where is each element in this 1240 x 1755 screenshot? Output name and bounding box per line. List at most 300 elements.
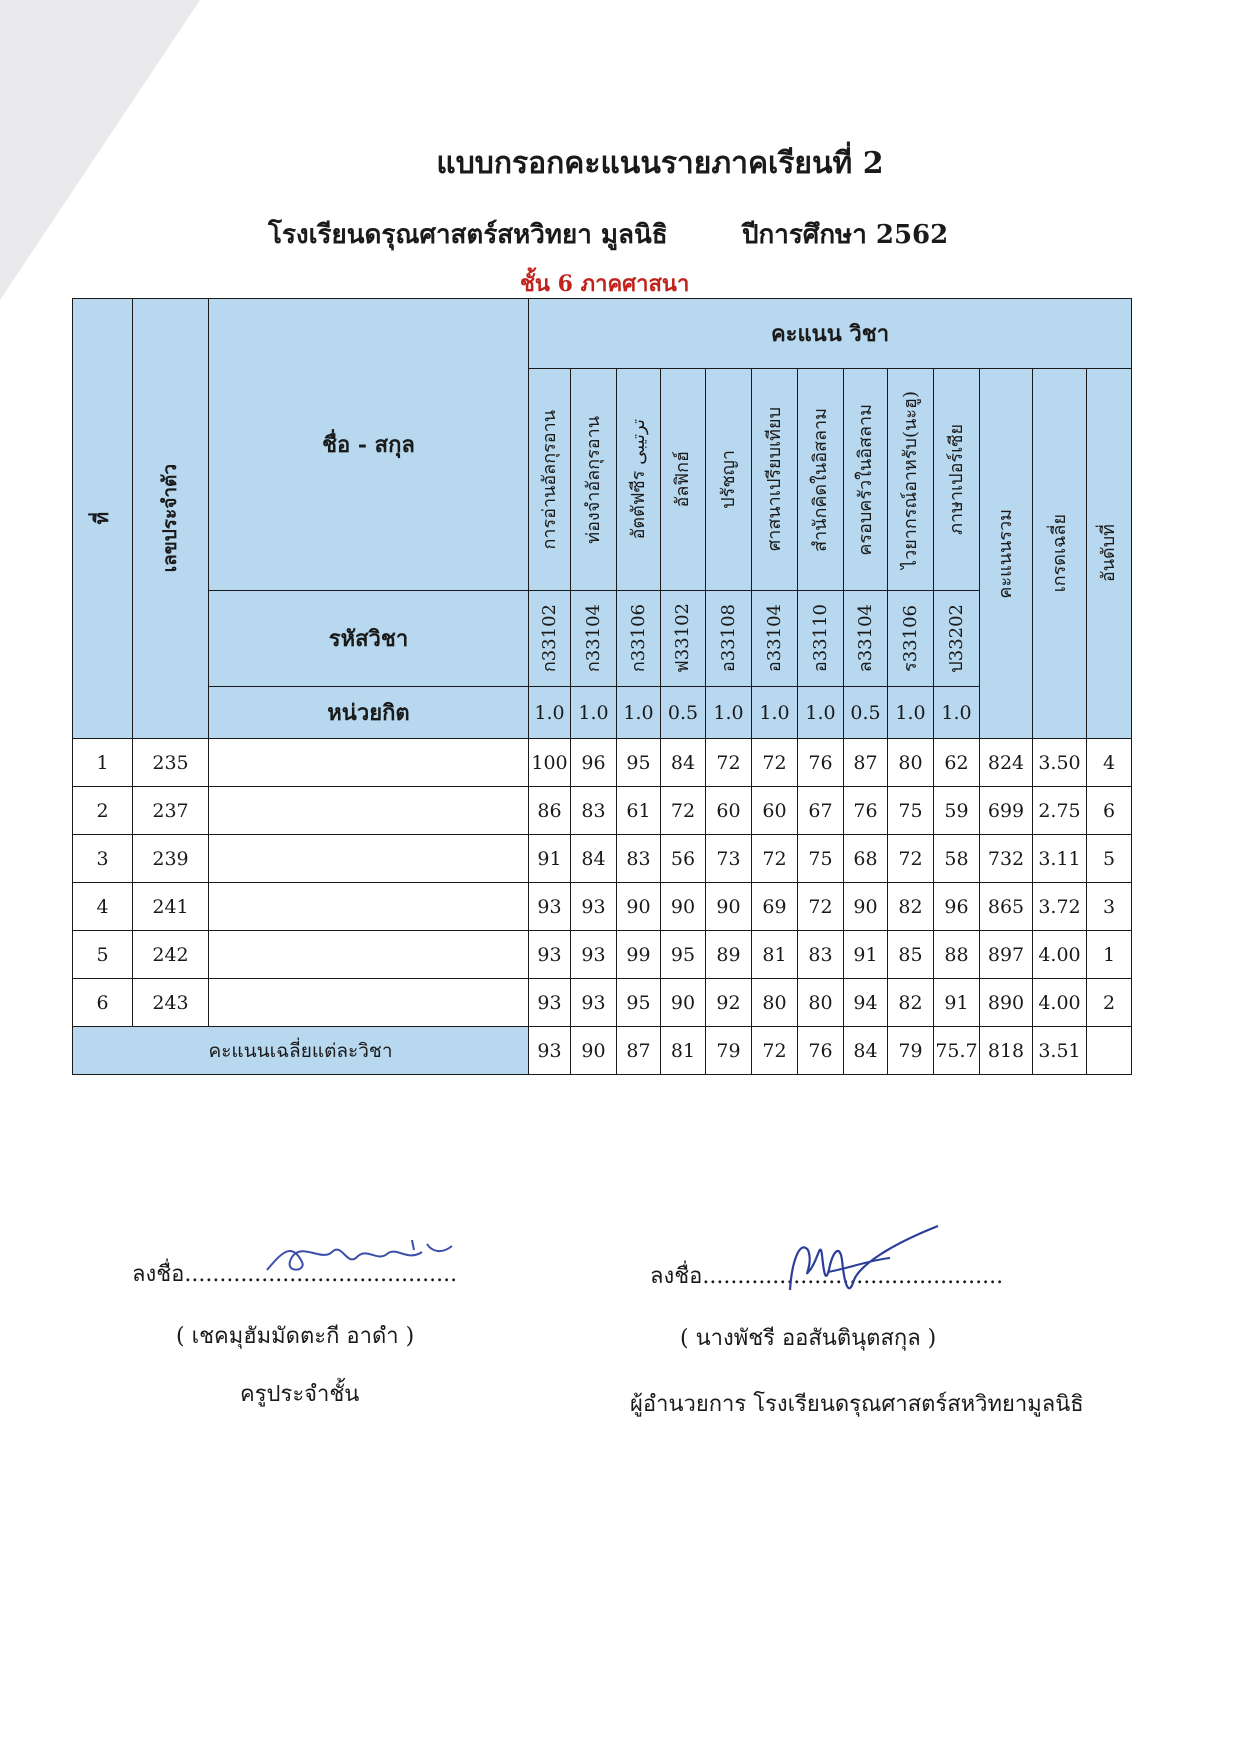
score-value: 90 <box>670 991 696 1014</box>
left-sign-line: ลงชื่อ....................................... <box>132 1262 458 1287</box>
subject-name-cell <box>529 369 571 591</box>
score-value: 72 <box>670 799 696 822</box>
col-no-label: ที่ <box>91 512 113 525</box>
score-cell <box>888 787 934 835</box>
subject-credit: 0.5 <box>667 701 699 724</box>
score-value: 72 <box>808 895 833 918</box>
score-cell <box>844 835 888 883</box>
subject-credit-cell <box>529 687 571 739</box>
score-cell <box>934 931 980 979</box>
gpa-cell <box>1033 835 1087 883</box>
subject-code: ก33102 <box>538 604 560 673</box>
score-cell <box>888 979 934 1027</box>
average-label: คะแนนเฉลี่ยแต่ละวิชา <box>208 1039 393 1062</box>
average-label-cell <box>73 1027 529 1075</box>
header-row-codes <box>73 591 1132 687</box>
average-score: 81 <box>670 1039 696 1062</box>
school-name: โรงเรียนดรุณศาสตร์สหวิทยา มูลนิธิ <box>268 220 668 250</box>
student-id-cell <box>133 931 209 979</box>
student-row <box>73 931 1132 979</box>
score-value: 85 <box>898 943 923 966</box>
col-id-header <box>133 299 209 739</box>
score-value: 95 <box>626 991 651 1014</box>
score-value: 95 <box>670 943 696 966</box>
total-cell <box>980 931 1033 979</box>
code-label: รหัสวิชา <box>328 626 409 652</box>
score-value: 90 <box>670 895 696 918</box>
subject-credit: 1.0 <box>895 701 926 724</box>
rank-cell <box>1087 835 1132 883</box>
subject-code-cell <box>529 591 571 687</box>
average-score-cell <box>934 1027 980 1075</box>
score-cell <box>661 739 706 787</box>
score-value: 93 <box>537 991 562 1014</box>
score-value: 68 <box>853 847 878 870</box>
score-cell <box>661 883 706 931</box>
average-score: 79 <box>716 1039 741 1062</box>
student-name-redacted <box>209 835 529 883</box>
score-value: 83 <box>581 799 606 822</box>
total-cell <box>980 739 1033 787</box>
score-value: 58 <box>944 847 969 870</box>
subject-code: ฟ33102 <box>672 603 693 674</box>
score-value: 83 <box>808 943 833 966</box>
score-cell <box>752 883 798 931</box>
score-cell <box>844 739 888 787</box>
subject-code-cell <box>571 591 617 687</box>
score-value: 90 <box>716 895 741 918</box>
average-score-cell <box>888 1027 934 1075</box>
score-value: 87 <box>853 751 878 774</box>
score-value: 80 <box>808 991 833 1014</box>
score-value: 91 <box>853 943 878 966</box>
student-id-cell <box>133 739 209 787</box>
rank-cell <box>1087 787 1132 835</box>
score-cell <box>752 739 798 787</box>
score-value: 93 <box>581 943 606 966</box>
subject-name: อัลฟิกฮ์ <box>672 451 693 508</box>
subject-name-cell <box>571 369 617 591</box>
score-cell <box>571 979 617 1027</box>
rank-value: 5 <box>1102 847 1116 870</box>
row-no: 5 <box>96 943 109 966</box>
student-id: 243 <box>152 991 189 1014</box>
subject-name: ไวยากรณ์อาหรับ(นะฮู) <box>899 390 921 569</box>
score-table <box>72 298 1132 1075</box>
score-value: 60 <box>716 799 741 822</box>
rank-value: 2 <box>1102 991 1116 1014</box>
subject-credit-cell <box>934 687 980 739</box>
gpa-value: 3.72 <box>1038 895 1081 918</box>
average-rank-cell <box>1087 1027 1132 1075</box>
score-value: 69 <box>762 895 787 918</box>
subject-name: ปรัชญา <box>717 450 739 509</box>
document-title: แบบกรอกคะแนนรายภาคเรียนที่ 2 <box>436 146 884 181</box>
student-row <box>73 739 1132 787</box>
subject-credit: 0.5 <box>850 701 881 724</box>
average-gpa: 3.51 <box>1038 1039 1081 1062</box>
total-cell <box>980 787 1033 835</box>
score-cell <box>798 979 844 1027</box>
header-row-credits <box>73 687 1132 739</box>
score-value: 67 <box>808 799 833 822</box>
score-cell <box>617 979 661 1027</box>
average-row <box>73 1027 1132 1075</box>
score-value: 59 <box>944 799 969 822</box>
subject-code: ล33104 <box>854 604 876 673</box>
academic-year: ปีการศึกษา 2562 <box>742 220 949 250</box>
row-no: 6 <box>96 991 109 1014</box>
score-value: 89 <box>716 943 741 966</box>
subject-name: ภาษาเปอร์เซีย <box>945 424 967 535</box>
score-cell <box>798 931 844 979</box>
student-id: 242 <box>152 943 189 966</box>
gpa-cell <box>1033 979 1087 1027</box>
col-gpa-header <box>1033 369 1087 739</box>
score-value: 72 <box>762 751 787 774</box>
score-cell <box>617 931 661 979</box>
row-no: 2 <box>96 799 109 822</box>
score-cell <box>752 931 798 979</box>
class-label: ชั้น 6 ภาคศาสนา <box>520 271 690 297</box>
score-value: 62 <box>944 751 969 774</box>
subject-code: อ33110 <box>809 604 831 673</box>
score-value: 95 <box>626 751 651 774</box>
left-handwritten-signature <box>262 1232 462 1282</box>
subject-code-cell <box>888 591 934 687</box>
credit-label: หน่วยกิต <box>327 700 410 726</box>
gpa-cell <box>1033 931 1087 979</box>
subject-name-cell <box>661 369 706 591</box>
col-total-header <box>980 369 1033 739</box>
student-row <box>73 979 1132 1027</box>
subject-code-cell <box>617 591 661 687</box>
subject-code: ร33106 <box>899 605 921 672</box>
document-header <box>0 140 1240 187</box>
subject-name: ท่องจำอัลกุรอาน <box>582 415 604 544</box>
student-id-cell <box>133 883 209 931</box>
col-name-label: ชื่อ - สกุล <box>322 432 415 458</box>
score-cell <box>617 739 661 787</box>
average-score-cell <box>617 1027 661 1075</box>
score-cell <box>706 979 752 1027</box>
col-id-label: เลขประจำตัว <box>159 464 181 573</box>
col-name-header <box>209 299 529 591</box>
average-score: 90 <box>581 1039 606 1062</box>
subject-credit: 1.0 <box>759 701 790 724</box>
average-score: 84 <box>853 1039 878 1062</box>
score-value: 83 <box>626 847 651 870</box>
row-no-cell <box>73 739 133 787</box>
score-cell <box>934 979 980 1027</box>
score-value: 73 <box>716 847 741 870</box>
row-no: 1 <box>96 751 109 774</box>
total-cell <box>980 979 1033 1027</box>
subject-credit-cell <box>844 687 888 739</box>
subject-name: อัตตัฟซีร ترتيبى <box>627 419 649 540</box>
student-name-redacted <box>209 739 529 787</box>
score-value: 76 <box>853 799 878 822</box>
student-row <box>73 787 1132 835</box>
score-value: 60 <box>762 799 787 822</box>
average-score: 76 <box>808 1039 833 1062</box>
gpa-cell <box>1033 787 1087 835</box>
score-cell <box>571 787 617 835</box>
col-gpa-label: เกรดเฉลี่ย <box>1048 514 1070 593</box>
score-value: 61 <box>626 799 651 822</box>
score-value: 93 <box>581 895 606 918</box>
subject-name-cell <box>798 369 844 591</box>
average-score: 79 <box>898 1039 923 1062</box>
right-sign-line: ลงชื่อ........................................... <box>650 1264 1004 1289</box>
rank-value: 1 <box>1102 943 1116 966</box>
subject-credit: 1.0 <box>578 701 609 724</box>
score-cell <box>529 835 571 883</box>
total-value: 732 <box>987 847 1025 870</box>
student-id-cell <box>133 787 209 835</box>
rank-value: 4 <box>1102 751 1116 774</box>
score-cell <box>888 739 934 787</box>
score-cell <box>844 931 888 979</box>
rank-cell <box>1087 883 1132 931</box>
student-name-redacted <box>209 931 529 979</box>
subject-credit: 1.0 <box>941 701 972 724</box>
rank-cell <box>1087 931 1132 979</box>
row-no-cell <box>73 883 133 931</box>
score-value: 72 <box>762 847 787 870</box>
score-cell <box>617 883 661 931</box>
subject-credit-cell <box>798 687 844 739</box>
left-signer-name: ( เชคมุฮัมมัดตะกี อาดำ ) <box>176 1324 415 1349</box>
subject-credit: 1.0 <box>623 701 654 724</box>
score-cell <box>844 883 888 931</box>
subject-code-cell <box>844 591 888 687</box>
score-cell <box>661 931 706 979</box>
row-no-cell <box>73 931 133 979</box>
score-value: 100 <box>531 751 568 774</box>
subject-name-cell <box>706 369 752 591</box>
score-value: 93 <box>537 895 562 918</box>
row-no-cell <box>73 835 133 883</box>
score-cell <box>661 979 706 1027</box>
score-cell <box>934 787 980 835</box>
score-value: 76 <box>808 751 833 774</box>
score-value: 91 <box>537 847 562 870</box>
score-cell <box>571 739 617 787</box>
score-cell <box>617 835 661 883</box>
subject-name-cell <box>752 369 798 591</box>
score-cell <box>752 979 798 1027</box>
gpa-cell <box>1033 883 1087 931</box>
subject-code-cell <box>706 591 752 687</box>
credit-row-label <box>209 687 529 739</box>
average-total: 818 <box>987 1039 1025 1062</box>
subject-credit-cell <box>571 687 617 739</box>
right-signer-role: ผู้อำนวยการ โรงเรียนดรุณศาสตร์สหวิทยามูลนิธิ <box>630 1392 1084 1417</box>
score-cell <box>706 787 752 835</box>
average-score-cell <box>752 1027 798 1075</box>
row-no: 4 <box>96 895 109 918</box>
average-score: 75.7 <box>935 1039 978 1062</box>
total-value: 897 <box>987 943 1025 966</box>
scores-group-label: คะแนน วิชา <box>770 321 890 347</box>
average-score-cell <box>798 1027 844 1075</box>
subject-credit-cell <box>617 687 661 739</box>
total-value: 824 <box>987 751 1025 774</box>
subject-credit: 1.0 <box>713 701 744 724</box>
subject-code: ก33106 <box>627 604 649 673</box>
score-value: 88 <box>944 943 969 966</box>
col-rank-label: อันดับที่ <box>1098 524 1119 583</box>
code-row-label <box>209 591 529 687</box>
score-value: 81 <box>762 943 787 966</box>
score-cell <box>571 931 617 979</box>
score-cell <box>798 787 844 835</box>
subject-name-cell <box>617 369 661 591</box>
student-row <box>73 835 1132 883</box>
score-value: 90 <box>853 895 878 918</box>
total-cell <box>980 835 1033 883</box>
gpa-value: 3.11 <box>1038 847 1081 870</box>
row-no-cell <box>73 979 133 1027</box>
col-total-label: คะแนนรวม <box>995 508 1016 599</box>
gpa-value: 3.50 <box>1038 751 1081 774</box>
score-value: 72 <box>716 751 741 774</box>
score-cell <box>529 979 571 1027</box>
subject-code-cell <box>934 591 980 687</box>
right-signer-name: ( นางพัชรี ออสันตินุตสกุล ) <box>680 1326 937 1351</box>
average-score-cell <box>844 1027 888 1075</box>
score-value: 93 <box>581 991 606 1014</box>
score-cell <box>706 739 752 787</box>
total-value: 865 <box>987 895 1025 918</box>
subject-name-cell <box>934 369 980 591</box>
score-value: 99 <box>626 943 651 966</box>
score-cell <box>798 883 844 931</box>
subject-code-cell <box>661 591 706 687</box>
average-score: 87 <box>626 1039 651 1062</box>
total-cell <box>980 883 1033 931</box>
scores-group-header <box>529 299 1132 369</box>
score-value: 94 <box>853 991 878 1014</box>
score-value: 84 <box>581 847 606 870</box>
score-cell <box>529 739 571 787</box>
average-total-cell <box>980 1027 1033 1075</box>
subject-code: ก33104 <box>582 604 604 673</box>
average-score: 93 <box>537 1039 562 1062</box>
subject-credit-cell <box>706 687 752 739</box>
average-score-cell <box>706 1027 752 1075</box>
score-value: 72 <box>898 847 923 870</box>
average-score-cell <box>529 1027 571 1075</box>
left-signer-role: ครูประจำชั้น <box>240 1382 360 1407</box>
score-value: 82 <box>898 895 923 918</box>
rank-value: 3 <box>1102 895 1116 918</box>
subject-code-cell <box>798 591 844 687</box>
score-cell <box>888 931 934 979</box>
score-cell <box>752 835 798 883</box>
score-value: 86 <box>537 799 562 822</box>
score-value: 80 <box>898 751 923 774</box>
score-cell <box>706 931 752 979</box>
subject-credit-cell <box>661 687 706 739</box>
score-cell <box>617 787 661 835</box>
score-cell <box>529 787 571 835</box>
rank-cell <box>1087 979 1132 1027</box>
subject-credit-cell <box>888 687 934 739</box>
score-value: 84 <box>670 751 696 774</box>
student-name-redacted <box>209 883 529 931</box>
rank-cell <box>1087 739 1132 787</box>
score-cell <box>752 787 798 835</box>
score-value: 96 <box>944 895 969 918</box>
score-cell <box>934 883 980 931</box>
subject-code: ป33202 <box>945 604 967 673</box>
score-value: 75 <box>808 847 833 870</box>
row-no-cell <box>73 787 133 835</box>
score-cell <box>844 787 888 835</box>
total-value: 890 <box>987 991 1025 1014</box>
subject-name: สำนักคิดในอิสลาม <box>809 407 831 552</box>
score-value: 92 <box>716 991 741 1014</box>
score-cell <box>798 835 844 883</box>
score-cell <box>706 883 752 931</box>
average-gpa-cell <box>1033 1027 1087 1075</box>
student-name-redacted <box>209 787 529 835</box>
average-score-cell <box>661 1027 706 1075</box>
score-value: 91 <box>944 991 969 1014</box>
gpa-cell <box>1033 739 1087 787</box>
subject-code: อ33104 <box>763 604 785 673</box>
score-cell <box>706 835 752 883</box>
student-name-redacted <box>209 979 529 1027</box>
score-cell <box>571 835 617 883</box>
subject-credit: 1.0 <box>534 701 565 724</box>
subject-credit: 1.0 <box>805 701 836 724</box>
student-row <box>73 883 1132 931</box>
col-no-header <box>73 299 133 739</box>
score-value: 82 <box>898 991 923 1014</box>
gpa-value: 4.00 <box>1038 943 1081 966</box>
subject-name-cell <box>888 369 934 591</box>
average-score-cell <box>571 1027 617 1075</box>
score-cell <box>888 835 934 883</box>
subject-name: ครอบครัวในอิสลาม <box>854 403 876 556</box>
subject-name: การอ่านอัลกุรอาน <box>538 409 560 550</box>
score-cell <box>844 979 888 1027</box>
score-value: 90 <box>626 895 651 918</box>
gpa-value: 2.75 <box>1038 799 1081 822</box>
subject-name-cell <box>844 369 888 591</box>
student-id-cell <box>133 835 209 883</box>
score-cell <box>934 835 980 883</box>
score-value: 93 <box>537 943 562 966</box>
score-cell <box>571 883 617 931</box>
subject-code: อ33108 <box>717 604 739 673</box>
average-score: 72 <box>762 1039 787 1062</box>
student-id: 241 <box>152 895 189 918</box>
rank-value: 6 <box>1102 799 1116 822</box>
subject-code-cell <box>752 591 798 687</box>
score-cell <box>661 835 706 883</box>
row-no: 3 <box>96 847 109 870</box>
total-value: 699 <box>987 799 1025 822</box>
score-value: 80 <box>762 991 787 1014</box>
score-cell <box>529 931 571 979</box>
subject-credit-cell <box>752 687 798 739</box>
score-value: 96 <box>581 751 606 774</box>
header-row-top <box>73 299 1132 369</box>
